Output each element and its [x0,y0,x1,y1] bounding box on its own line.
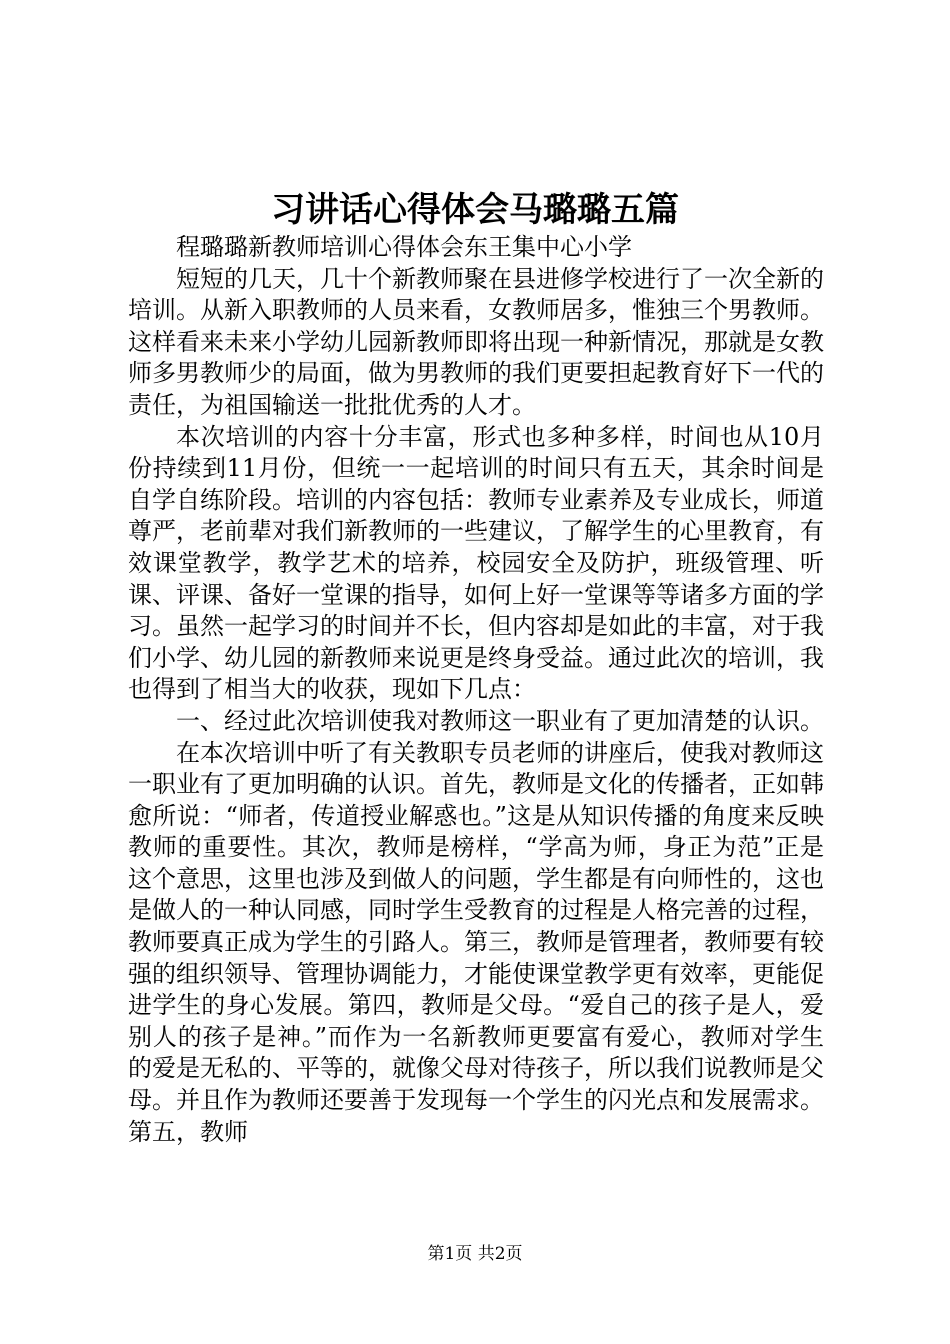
paragraph-1: 短短的几天，几十个新教师聚在县进修学校进行了一次全新的培训。从新入职教师的人员来看，女教师居多，惟独三个男教师。这样看来未来小学幼儿园新教师即将出现一种新情况，那就是女教师多男教师少的局面，做为男教师的我们更要担起教育好下一代的责任，为祖国输送一批批优秀的人才。 [128,264,824,419]
page-number: 第1页 共2页 [427,1244,523,1264]
document-title: 习讲话心得体会马璐璐五篇 [271,190,679,230]
paragraph-subtitle: 程璐璐新教师培训心得体会东王集中心小学 [176,233,632,261]
paragraph-2: 本次培训的内容十分丰富，形式也多种多样，时间也从10月份持续到11月份，但统一一起培训的时间只有五天，其余时间是自学自练阶段。培训的内容包括：教师专业素养及专业成长，师道尊严，老前辈对我们新教师的一些建议，了解学生的心里教育，有效课堂教学，教学艺术的培养，校园安全及防护，班级管理、听课、评课、备好一堂课的指导，如何上好一堂课等等诸多方面的学习。虽然一起学习的时间并不长，但内容却是如此的丰富，对于我们小学、幼儿园的新教师来说更是终身受益。通过此次的培训，我也得到了相当大的收获，现如下几点： [128,422,824,704]
paragraph-heading-1: 一、经过此次培训使我对教师这一职业有了更加清楚的认识。 [176,706,824,735]
paragraph-3: 在本次培训中听了有关教职专员老师的讲座后，使我对教师这一职业有了更加明确的认识。首先，教师是文化的传播者，正如韩愈所说：“师者，传道授业解惑也。”这是从知识传播的角度来反映教师的重要性。其次，教师是榜样，“学高为师，身正为范”正是这个意思，这里也涉及到做人的问题，学生都是有向师性的，这也是做人的一种认同感，同时学生受教育的过程是人格完善的过程，教师要真正成为学生的引路人。第三，教师是管理者，教师要有较强的组织领导、管理协调能力，才能使课堂教学更有效率，更能促进学生的身心发展。第四，教师是父母。“爱自己的孩子是人，爱别人的孩子是神。”而作为一名新教师更要富有爱心，教师对学生的爱是无私的、平等的，就像父母对待孩子，所以我们说教师是父母。并且作为教师还要善于发现每一个学生的闪光点和发展需求。第五，教师 [128,738,824,1146]
document-body [128,232,824,1148]
